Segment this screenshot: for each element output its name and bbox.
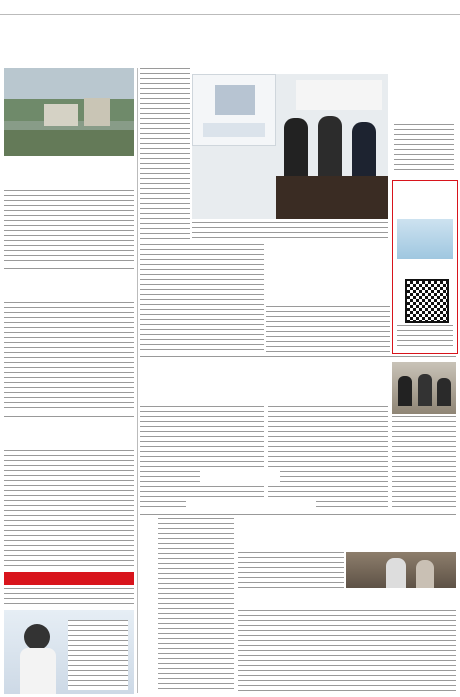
pipe-story-headline bbox=[10, 284, 134, 298]
meeting-photo bbox=[392, 362, 456, 414]
masthead-side-info bbox=[444, 20, 454, 100]
crem-story-kicker bbox=[160, 360, 410, 372]
header-bar bbox=[0, 0, 460, 15]
left-story-headline bbox=[14, 171, 134, 187]
crem-center-heading-1 bbox=[200, 470, 280, 484]
lead-kicker bbox=[58, 16, 388, 34]
lead-story-body-left bbox=[140, 68, 190, 242]
vaccine-ad-graphic bbox=[397, 219, 453, 259]
photo-caption bbox=[192, 222, 388, 242]
left-story-body bbox=[4, 190, 134, 264]
crem-story-body-left bbox=[140, 406, 264, 510]
crem-story-body-far bbox=[392, 416, 456, 510]
vaccine-ad[interactable] bbox=[392, 180, 458, 354]
gba-story-headline bbox=[248, 532, 456, 548]
covid-policy-body bbox=[158, 518, 234, 690]
gov-story-body bbox=[4, 450, 134, 570]
pipe-story-kicker bbox=[24, 273, 132, 283]
ad-banner[interactable] bbox=[4, 572, 134, 585]
gov-story-headline bbox=[14, 431, 134, 447]
scam-story-body bbox=[266, 306, 390, 352]
left-story-section bbox=[30, 158, 130, 170]
qr-code[interactable] bbox=[405, 279, 449, 323]
scam-story-kicker bbox=[266, 262, 390, 282]
ad-banner-photo bbox=[4, 610, 134, 694]
risk-story-body bbox=[238, 610, 456, 692]
risk-story-headline bbox=[238, 592, 456, 606]
crem-center-heading-2 bbox=[186, 498, 316, 510]
construction-photo bbox=[4, 68, 134, 156]
scam-story-headline bbox=[264, 282, 390, 302]
slide-screen bbox=[192, 74, 276, 146]
vaccine-ad-footer bbox=[397, 325, 453, 347]
ad-banner-text bbox=[4, 588, 134, 608]
gba-story-body bbox=[238, 552, 344, 588]
gov-story-kicker bbox=[28, 420, 132, 430]
lead-headline bbox=[22, 36, 384, 66]
covid-policy-vertical-headline bbox=[140, 518, 154, 690]
pipe-story-body bbox=[4, 302, 134, 412]
gba-story-kicker bbox=[262, 518, 392, 530]
lead-story-body-bottom bbox=[140, 244, 264, 352]
police-sign bbox=[296, 80, 382, 110]
press-conference-photo bbox=[192, 74, 388, 219]
crem-story-body-right bbox=[268, 406, 388, 510]
masthead-info-block bbox=[394, 124, 454, 174]
crem-story-headline bbox=[178, 374, 378, 404]
gba-photo bbox=[346, 552, 456, 588]
